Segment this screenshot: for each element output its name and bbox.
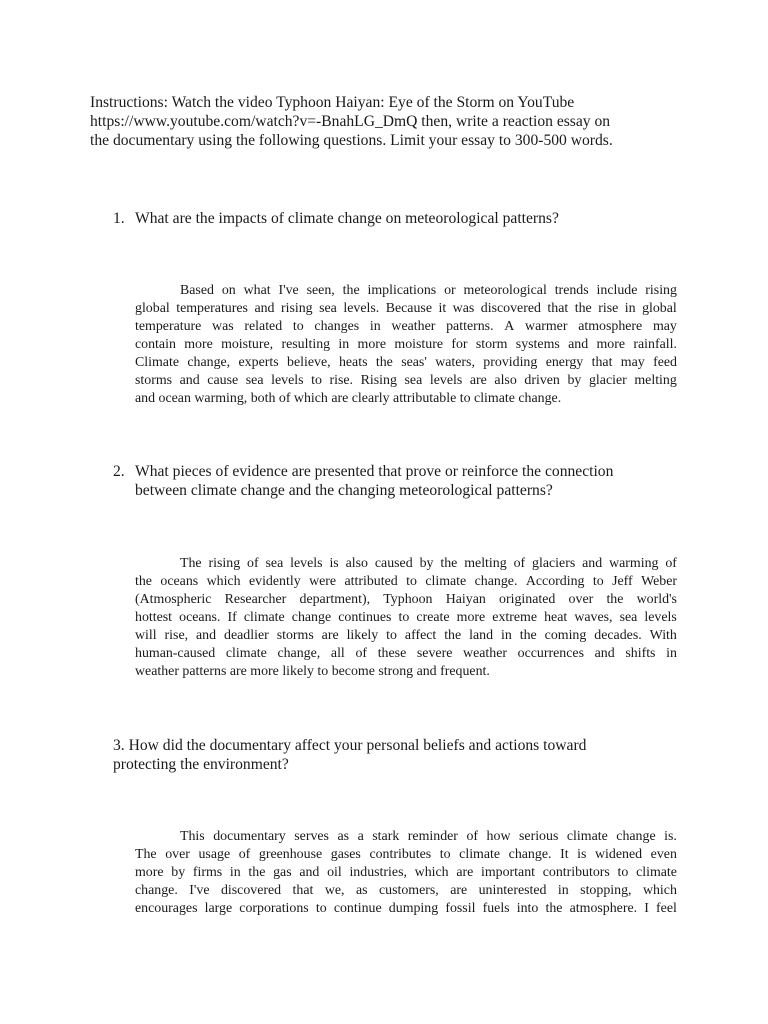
word: of [247,556,259,571]
word: to [315,901,327,916]
word: the [545,901,563,916]
word: and [299,865,320,880]
word: to [439,847,451,862]
word: (Atmospheric [135,592,212,607]
word: According [525,574,585,589]
word: driven [524,373,560,388]
word: Researcher [224,592,287,607]
word: are [450,883,468,898]
word: in [557,883,569,898]
word: and [179,373,200,388]
word: levels [644,610,677,625]
word: to [406,574,417,589]
word: in [369,319,381,334]
word: of [466,829,479,844]
word: are [456,865,474,880]
word: change [616,829,656,844]
word: the [375,355,393,370]
word: oceans [160,574,199,589]
word: attributed [344,574,398,589]
word: the [135,574,152,589]
word: The [180,556,202,571]
word: uninterested [478,883,547,898]
word: sea [619,610,638,625]
answer-line [135,573,677,591]
word: climate [425,574,467,589]
word: waters, [435,355,475,370]
word: shifts [625,646,656,661]
word: that [547,301,569,316]
word: that [292,883,314,898]
word: climate [566,829,608,844]
word: stopping, [580,883,632,898]
word: climate [225,646,267,661]
word: which [206,574,241,589]
word: levels. [343,301,380,316]
word: in [624,301,636,316]
word: I've [189,883,210,898]
word: include [596,283,638,298]
word: and [582,556,603,571]
word: oil [327,865,342,880]
word: levels [271,373,304,388]
word: change, [187,355,231,370]
word: I [644,901,649,916]
word: the [444,628,462,643]
word: documentary [213,829,286,844]
word: human-caused [135,646,216,661]
word: large [204,901,233,916]
answer-line [135,864,677,882]
question-line: What are the impacts of climate change on meteorological patterns? [135,210,559,227]
word: to [311,373,322,388]
question-line: between climate change and the changing meteorological patterns? [135,482,553,499]
word: cause [207,373,239,388]
word: are [321,628,339,643]
word: serious [519,829,559,844]
question-line: What pieces of evidence are presented that prove or reinforce the connection [135,463,614,480]
word: is [329,556,339,571]
word: experts [238,355,279,370]
answer-line [135,882,677,900]
word: change, [277,646,321,661]
word: decades. [594,628,642,643]
word: world's [636,592,677,607]
word: and [254,301,275,316]
word: warmer [525,319,568,334]
word: moisture [394,337,444,352]
word: change. [508,847,552,862]
question-number: 2. [113,463,125,480]
answer-line [135,336,677,354]
word: of [513,556,526,571]
word: change. [474,574,518,589]
word: hottest [135,610,173,625]
word: continue [333,901,382,916]
word: melting [464,556,507,571]
word: over [568,592,594,607]
word: for [451,337,468,352]
word: it [438,301,447,316]
word: rising [208,556,241,571]
word: as [337,829,350,844]
word: extreme [492,610,538,625]
word: will [135,628,157,643]
word: encourages [135,901,198,916]
word: corporations [239,901,309,916]
word: to [617,865,629,880]
question-line: protecting the environment? [113,756,289,773]
word: that [591,355,613,370]
word: is. [664,829,677,844]
word: fuels [482,901,510,916]
word: Weber [641,574,677,589]
word: the [248,865,266,880]
answer-line [135,645,677,663]
word: meteorological [463,283,547,298]
word: reminder [407,829,458,844]
word: systems [515,337,560,352]
word: dumping [388,901,439,916]
word: moisture, [221,337,274,352]
word: climate [243,610,285,625]
word: storm [475,337,508,352]
word: sea [319,301,337,316]
word: how [486,829,511,844]
word: which [642,883,677,898]
question-2 [113,462,713,502]
word: global [135,301,170,316]
word: stark [372,829,400,844]
word: was [212,319,234,334]
word: heat [544,610,568,625]
word: severe [416,646,453,661]
word: likely [346,628,379,643]
answer-line [135,627,677,645]
word: greenhouse [258,847,323,862]
word: I've [278,283,299,298]
answer-2 [135,555,677,681]
word: land [469,628,494,643]
word: more [596,337,626,352]
word: affect [404,628,437,643]
word: Rising [360,373,397,388]
answer-line: and ocean warming, both of which are clearly attributable to climate change. [135,391,562,406]
word: to [592,574,604,589]
word: rising [280,301,313,316]
word: also [345,556,368,571]
word: believe, [287,355,331,370]
question-line: 3. How did the documentary affect your personal beliefs and actions toward [113,737,587,754]
word: may [620,355,645,370]
word: originated [499,592,556,607]
word: to [292,319,304,334]
word: sea [265,556,284,571]
word: of [355,646,368,661]
word: sea [245,373,264,388]
word: into [516,901,539,916]
word: rise, [164,628,189,643]
word: create [416,610,450,625]
word: The [135,847,157,862]
question-text [135,462,613,500]
word: in [666,646,677,661]
answer-line: weather patterns are more likely to become strong and frequent. [135,664,490,679]
word: deadlier [224,628,269,643]
word: what [243,283,271,298]
word: trends [554,283,589,298]
word: even [650,847,677,862]
word: melting [634,373,677,388]
word: rise [598,301,619,316]
word: Jeff [612,574,633,589]
word: caused [374,556,413,571]
word: was [452,301,475,316]
word: all [330,646,345,661]
instructions-line: the documentary using the following questions. Limit your essay to 300-500 words. [90,132,613,149]
word: storms [135,373,173,388]
word: occurrences [517,646,584,661]
word: firms [192,865,223,880]
word: patterns. [446,319,494,334]
word: waves, [574,610,613,625]
word: seas' [401,355,427,370]
word: a [357,829,364,844]
word: the [606,592,624,607]
word: or [444,283,456,298]
word: Because [385,301,432,316]
word: contributors [542,865,610,880]
word: oceans. [179,610,221,625]
word: on [221,283,236,298]
question-text [135,209,559,228]
word: It [560,847,569,862]
word: energy [545,355,584,370]
word: change. [135,883,178,898]
word: Climate [135,355,179,370]
word: glaciers [532,556,576,571]
answer-line [135,282,677,300]
question-3 [113,736,713,776]
instructions-line: Instructions: Watch the video Typhoon Haiyan: Eye of the Storm on YouTube [90,94,575,111]
word: discovered [220,883,282,898]
word: contributes [369,847,432,862]
answer-line [135,300,677,318]
word: discovered [480,301,541,316]
word: related [244,319,283,334]
word: the [519,628,537,643]
answer-line [135,354,677,372]
instructions-line: https://www.youtube.com/watch?v=-BnahLG_DmQ then, write a reaction essay on [90,113,611,130]
word: heats [338,355,368,370]
word: we, [324,883,345,898]
word: weather [463,646,507,661]
word: the [342,283,360,298]
word: rainfall. [633,337,677,352]
word: atmosphere [578,319,643,334]
word: of [238,847,251,862]
word: by [567,373,582,388]
word: levels [290,556,323,571]
word: customers, [378,883,439,898]
word: the [440,556,458,571]
word: gas [273,865,292,880]
word: more [357,337,387,352]
word: feed [653,355,677,370]
word: is [577,847,587,862]
word: A [504,319,515,334]
answer-line [135,828,677,846]
word: as [355,883,368,898]
word: changes [314,319,360,334]
answer-line [135,372,677,390]
answer-line [135,318,677,336]
word: Typhoon [383,592,433,607]
word: global [642,301,677,316]
word: to [398,610,410,625]
word: atmosphere. [569,901,638,916]
word: climate [636,865,677,880]
word: temperature [135,319,202,334]
word: also [494,373,517,388]
word: This [180,829,205,844]
word: coming [544,628,587,643]
question-text [113,736,586,774]
word: important [480,865,535,880]
answer-line [135,591,677,609]
word: were [309,574,337,589]
word: resulting [281,337,331,352]
word: weather [391,319,436,334]
answer-line [135,609,677,627]
word: over [165,847,190,862]
instructions-paragraph [90,93,690,150]
word: which [414,865,449,880]
word: If [227,610,237,625]
word: in [229,865,241,880]
word: continues [338,610,392,625]
word: more [135,865,164,880]
word: gases [330,847,361,862]
answer-1 [135,282,677,408]
word: glacier [588,373,627,388]
word: rising [645,283,677,298]
word: Haiyan [445,592,486,607]
word: the [574,301,592,316]
word: and [196,628,217,643]
word: may [652,319,677,334]
answer-3 [135,828,677,918]
question-1 [113,209,713,229]
word: climate [459,847,501,862]
word: these [377,646,407,661]
word: serves [294,829,329,844]
word: storms [276,628,314,643]
word: With [649,628,677,643]
word: more [184,337,213,352]
word: sea [404,373,423,388]
word: to [386,628,397,643]
answer-line [135,555,677,573]
answer-line [135,900,677,918]
word: providing [483,355,538,370]
word: fossil [445,901,476,916]
word: change [291,610,332,625]
word: contain [135,337,176,352]
word: in [338,337,350,352]
word: by [171,865,186,880]
word: department), [299,592,371,607]
word: rise. [329,373,354,388]
word: temperatures [176,301,248,316]
answer-line [135,846,677,864]
word: usage [198,847,231,862]
word: and [568,337,589,352]
word: implications [367,283,437,298]
word: Based [180,283,214,298]
question-number: 1. [113,210,125,227]
word: widened [595,847,643,862]
word: industries, [349,865,407,880]
word: of [665,556,677,571]
word: warming [609,556,659,571]
word: more [456,610,486,625]
word: evidently [248,574,301,589]
word: seen, [306,283,335,298]
word: are [469,373,487,388]
word: feel [656,901,677,916]
word: by [419,556,434,571]
word: and [594,646,615,661]
word: levels [429,373,463,388]
word: in [500,628,512,643]
